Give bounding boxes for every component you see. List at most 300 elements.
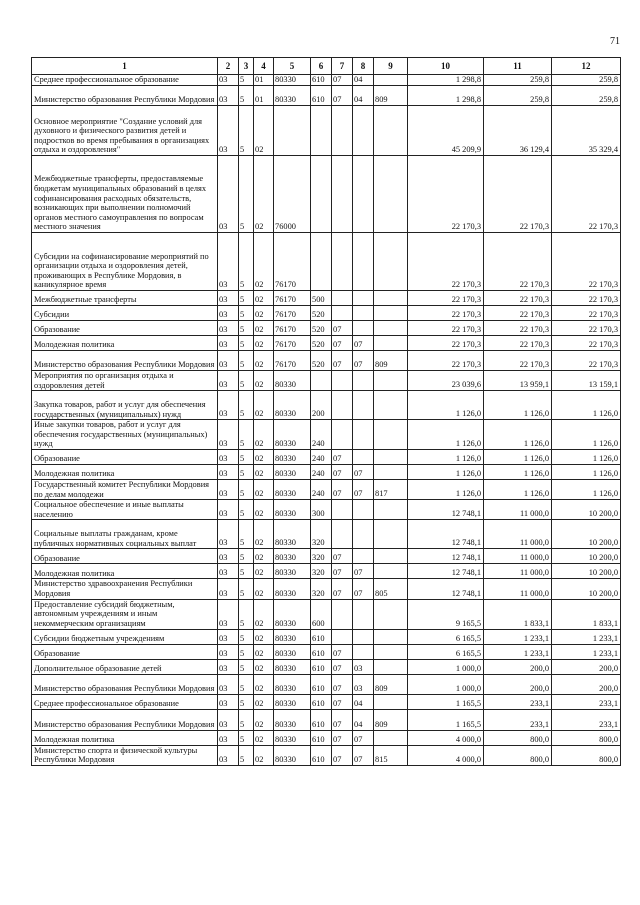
row-name: Молодежная политика [32, 464, 218, 479]
cell-code-2: 03 [218, 336, 239, 351]
cell-code-7 [332, 629, 353, 644]
cell-code-7 [332, 500, 353, 520]
cell-code-6: 320 [311, 520, 332, 549]
cell-value-12: 10 200,0 [552, 579, 621, 599]
cell-code-2: 03 [218, 629, 239, 644]
cell-code-8: 07 [353, 464, 374, 479]
cell-code-9 [374, 694, 408, 709]
cell-code-9: 817 [374, 479, 408, 499]
cell-code-2: 03 [218, 106, 239, 156]
cell-value-12: 10 200,0 [552, 520, 621, 549]
cell-code-9 [374, 306, 408, 321]
cell-value-10: 22 170,3 [408, 291, 484, 306]
cell-value-11: 259,8 [484, 86, 552, 106]
cell-value-11: 1 126,0 [484, 391, 552, 420]
cell-code-5: 80330 [274, 674, 311, 694]
table-row [32, 75, 621, 86]
cell-code-2: 03 [218, 420, 239, 450]
cell-value-11: 1 233,1 [484, 629, 552, 644]
cell-code-4: 02 [254, 449, 274, 464]
cell-code-3: 5 [239, 75, 254, 86]
column-header: 12 [552, 58, 621, 75]
cell-value-10: 1 298,8 [408, 75, 484, 86]
cell-code-5: 76170 [274, 233, 311, 291]
cell-value-10: 45 209,9 [408, 106, 484, 156]
cell-code-7 [332, 520, 353, 549]
cell-code-8 [353, 291, 374, 306]
table-row [32, 479, 621, 499]
cell-code-5: 80330 [274, 730, 311, 745]
cell-code-5: 80330 [274, 86, 311, 106]
cell-code-2: 03 [218, 674, 239, 694]
cell-code-6 [311, 156, 332, 233]
cell-value-10: 22 170,3 [408, 306, 484, 321]
row-name: Межбюджетные трансферты, предоставляемые бюджетам муниципальных образований в целях софинансирования расходных обязательств, возникающих при выполнении полномочий органов местного самоуправления по вопросам местного значения [32, 156, 218, 233]
cell-code-2: 03 [218, 599, 239, 629]
cell-code-2: 03 [218, 391, 239, 420]
cell-code-7 [332, 391, 353, 420]
cell-code-2: 03 [218, 659, 239, 674]
table-row [32, 520, 621, 549]
cell-code-7 [332, 291, 353, 306]
cell-code-6: 200 [311, 391, 332, 420]
cell-code-8 [353, 549, 374, 564]
cell-code-8: 04 [353, 709, 374, 730]
table-row [32, 599, 621, 629]
cell-value-10: 22 170,3 [408, 351, 484, 371]
cell-value-11: 11 000,0 [484, 500, 552, 520]
row-name: Молодежная политика [32, 564, 218, 579]
cell-code-8 [353, 500, 374, 520]
cell-value-10: 1 126,0 [408, 391, 484, 420]
cell-code-6: 610 [311, 659, 332, 674]
cell-code-3: 5 [239, 500, 254, 520]
cell-code-3: 5 [239, 659, 254, 674]
cell-value-12: 13 159,1 [552, 371, 621, 391]
cell-code-5: 80330 [274, 629, 311, 644]
row-name: Предоставление субсидий бюджетным, автономным учреждениям и иным некоммерческим организациям [32, 599, 218, 629]
cell-code-7: 07 [332, 75, 353, 86]
cell-value-12: 22 170,3 [552, 306, 621, 321]
table-row [32, 564, 621, 579]
cell-code-9: 809 [374, 674, 408, 694]
cell-code-4: 02 [254, 745, 274, 765]
table-row [32, 336, 621, 351]
cell-code-8: 07 [353, 564, 374, 579]
table-row [32, 86, 621, 106]
cell-value-10: 1 126,0 [408, 449, 484, 464]
cell-code-8 [353, 306, 374, 321]
cell-code-7 [332, 233, 353, 291]
cell-value-12: 22 170,3 [552, 321, 621, 336]
cell-code-9 [374, 420, 408, 450]
cell-code-4: 02 [254, 730, 274, 745]
cell-code-9 [374, 464, 408, 479]
cell-code-5: 80330 [274, 745, 311, 765]
cell-code-2: 03 [218, 644, 239, 659]
cell-code-9 [374, 75, 408, 86]
page-number: 71 [610, 36, 620, 47]
cell-code-9 [374, 449, 408, 464]
cell-code-3: 5 [239, 291, 254, 306]
cell-code-8 [353, 629, 374, 644]
cell-value-10: 22 170,3 [408, 233, 484, 291]
cell-value-11: 233,1 [484, 709, 552, 730]
table-row [32, 449, 621, 464]
cell-value-10: 12 748,1 [408, 520, 484, 549]
column-header: 2 [218, 58, 239, 75]
row-name: Образование [32, 644, 218, 659]
cell-value-11: 1 126,0 [484, 464, 552, 479]
cell-code-8: 03 [353, 659, 374, 674]
cell-code-7 [332, 420, 353, 450]
cell-code-4: 02 [254, 500, 274, 520]
cell-value-12: 1 126,0 [552, 464, 621, 479]
cell-code-4: 02 [254, 306, 274, 321]
cell-value-11: 11 000,0 [484, 549, 552, 564]
cell-code-8 [353, 156, 374, 233]
cell-code-7: 07 [332, 351, 353, 371]
cell-code-6: 610 [311, 75, 332, 86]
cell-value-12: 200,0 [552, 659, 621, 674]
cell-code-5 [274, 106, 311, 156]
cell-code-6: 610 [311, 694, 332, 709]
row-name: Субсидии [32, 306, 218, 321]
cell-code-3: 5 [239, 674, 254, 694]
cell-value-10: 6 165,5 [408, 644, 484, 659]
cell-value-12: 259,8 [552, 86, 621, 106]
cell-value-11: 1 126,0 [484, 449, 552, 464]
table-row [32, 659, 621, 674]
cell-value-12: 22 170,3 [552, 233, 621, 291]
cell-code-5: 76170 [274, 321, 311, 336]
cell-code-8: 07 [353, 579, 374, 599]
cell-value-12: 233,1 [552, 709, 621, 730]
cell-code-6: 320 [311, 549, 332, 564]
cell-value-11: 22 170,3 [484, 336, 552, 351]
cell-value-10: 1 126,0 [408, 464, 484, 479]
cell-code-5: 80330 [274, 75, 311, 86]
cell-code-4: 02 [254, 233, 274, 291]
cell-code-5: 80330 [274, 709, 311, 730]
cell-code-9 [374, 520, 408, 549]
cell-code-2: 03 [218, 75, 239, 86]
cell-code-2: 03 [218, 579, 239, 599]
cell-code-8 [353, 233, 374, 291]
cell-code-8: 07 [353, 336, 374, 351]
cell-code-8: 07 [353, 479, 374, 499]
table-row [32, 233, 621, 291]
cell-code-4: 02 [254, 321, 274, 336]
cell-value-12: 259,8 [552, 75, 621, 86]
cell-code-4: 01 [254, 86, 274, 106]
cell-code-7: 07 [332, 336, 353, 351]
cell-code-4: 02 [254, 391, 274, 420]
cell-value-10: 4 000,0 [408, 730, 484, 745]
cell-code-6: 610 [311, 86, 332, 106]
cell-code-3: 5 [239, 599, 254, 629]
cell-code-2: 03 [218, 291, 239, 306]
cell-value-11: 36 129,4 [484, 106, 552, 156]
cell-code-2: 03 [218, 564, 239, 579]
table-row [32, 291, 621, 306]
cell-value-12: 1 233,1 [552, 629, 621, 644]
cell-value-11: 1 126,0 [484, 479, 552, 499]
cell-code-2: 03 [218, 709, 239, 730]
cell-code-8: 04 [353, 75, 374, 86]
cell-code-6: 610 [311, 709, 332, 730]
cell-code-4: 02 [254, 371, 274, 391]
cell-code-3: 5 [239, 694, 254, 709]
cell-code-3: 5 [239, 549, 254, 564]
cell-value-10: 23 039,6 [408, 371, 484, 391]
cell-value-11: 22 170,3 [484, 291, 552, 306]
cell-value-12: 10 200,0 [552, 500, 621, 520]
cell-code-3: 5 [239, 644, 254, 659]
cell-code-3: 5 [239, 579, 254, 599]
cell-code-9 [374, 730, 408, 745]
cell-code-6: 520 [311, 351, 332, 371]
cell-value-11: 22 170,3 [484, 351, 552, 371]
cell-code-5: 80330 [274, 479, 311, 499]
cell-value-10: 22 170,3 [408, 321, 484, 336]
cell-code-2: 03 [218, 549, 239, 564]
cell-code-3: 5 [239, 629, 254, 644]
cell-value-11: 11 000,0 [484, 564, 552, 579]
cell-code-4: 02 [254, 106, 274, 156]
cell-code-6: 320 [311, 564, 332, 579]
cell-code-6 [311, 106, 332, 156]
cell-code-4: 02 [254, 520, 274, 549]
cell-value-11: 13 959,1 [484, 371, 552, 391]
table-row [32, 579, 621, 599]
cell-code-2: 03 [218, 371, 239, 391]
cell-code-6: 520 [311, 336, 332, 351]
cell-code-3: 5 [239, 449, 254, 464]
cell-code-9 [374, 106, 408, 156]
cell-value-10: 12 748,1 [408, 500, 484, 520]
cell-code-9 [374, 644, 408, 659]
cell-code-5: 80330 [274, 549, 311, 564]
cell-code-2: 03 [218, 694, 239, 709]
cell-code-7: 07 [332, 644, 353, 659]
row-name: Образование [32, 449, 218, 464]
row-name: Субсидии на софинансирование мероприятий по организации отдыха и оздоровления детей, проживающих в Республике Мордовия, в каникулярное время [32, 233, 218, 291]
cell-value-11: 200,0 [484, 674, 552, 694]
cell-code-3: 5 [239, 479, 254, 499]
cell-code-9: 809 [374, 709, 408, 730]
table-row [32, 730, 621, 745]
column-header: 3 [239, 58, 254, 75]
cell-code-9 [374, 659, 408, 674]
row-name: Образование [32, 549, 218, 564]
cell-code-6 [311, 371, 332, 391]
cell-code-5: 80330 [274, 599, 311, 629]
column-header: 1 [32, 58, 218, 75]
row-name: Субсидии бюджетным учреждениям [32, 629, 218, 644]
cell-code-4: 02 [254, 694, 274, 709]
cell-code-7: 07 [332, 730, 353, 745]
cell-code-6: 610 [311, 644, 332, 659]
cell-code-6: 240 [311, 479, 332, 499]
cell-code-8 [353, 520, 374, 549]
cell-value-10: 6 165,5 [408, 629, 484, 644]
cell-code-5: 76170 [274, 336, 311, 351]
table-row [32, 549, 621, 564]
table-row [32, 156, 621, 233]
cell-code-4: 02 [254, 629, 274, 644]
cell-value-10: 1 165,5 [408, 709, 484, 730]
cell-code-2: 03 [218, 306, 239, 321]
cell-value-11: 233,1 [484, 694, 552, 709]
cell-value-10: 1 165,5 [408, 694, 484, 709]
cell-code-5: 80330 [274, 520, 311, 549]
cell-code-7: 07 [332, 479, 353, 499]
row-name: Министерство образования Республики Мордовия [32, 709, 218, 730]
table-row [32, 106, 621, 156]
cell-value-12: 1 233,1 [552, 644, 621, 659]
cell-code-4: 02 [254, 564, 274, 579]
cell-code-6: 240 [311, 464, 332, 479]
cell-code-3: 5 [239, 351, 254, 371]
cell-code-9 [374, 629, 408, 644]
cell-code-3: 5 [239, 321, 254, 336]
cell-code-5: 80330 [274, 464, 311, 479]
cell-code-9 [374, 321, 408, 336]
cell-value-11: 1 126,0 [484, 420, 552, 450]
cell-value-12: 800,0 [552, 730, 621, 745]
cell-code-4: 02 [254, 291, 274, 306]
cell-code-2: 03 [218, 233, 239, 291]
cell-code-8 [353, 371, 374, 391]
cell-value-12: 200,0 [552, 674, 621, 694]
row-name: Министерство образования Республики Мордовия [32, 674, 218, 694]
cell-code-9: 815 [374, 745, 408, 765]
table-row [32, 709, 621, 730]
cell-code-8: 04 [353, 86, 374, 106]
cell-code-3: 5 [239, 233, 254, 291]
table-row [32, 500, 621, 520]
cell-value-11: 22 170,3 [484, 233, 552, 291]
table-row [32, 464, 621, 479]
cell-code-4: 02 [254, 479, 274, 499]
cell-code-2: 03 [218, 449, 239, 464]
cell-value-10: 12 748,1 [408, 549, 484, 564]
cell-code-4: 02 [254, 420, 274, 450]
cell-code-6: 610 [311, 730, 332, 745]
cell-code-4: 02 [254, 674, 274, 694]
table-row [32, 629, 621, 644]
cell-code-8 [353, 644, 374, 659]
table-body [32, 75, 621, 766]
cell-code-5: 76170 [274, 306, 311, 321]
cell-code-6: 300 [311, 500, 332, 520]
table-row [32, 420, 621, 450]
cell-code-9 [374, 371, 408, 391]
cell-code-5: 80330 [274, 644, 311, 659]
cell-code-6: 520 [311, 306, 332, 321]
cell-code-7: 07 [332, 564, 353, 579]
cell-value-12: 1 126,0 [552, 391, 621, 420]
row-name: Министерство образования Республики Мордовия [32, 86, 218, 106]
cell-code-8 [353, 449, 374, 464]
cell-code-3: 5 [239, 336, 254, 351]
cell-code-4: 02 [254, 549, 274, 564]
row-name: Министерство спорта и физической культуры Республики Мордовия [32, 745, 218, 765]
table-row [32, 674, 621, 694]
cell-code-3: 5 [239, 564, 254, 579]
table-row [32, 644, 621, 659]
row-name: Мероприятия по организация отдыха и оздоровления детей [32, 371, 218, 391]
cell-code-4: 02 [254, 351, 274, 371]
cell-value-10: 4 000,0 [408, 745, 484, 765]
cell-code-3: 5 [239, 730, 254, 745]
cell-code-7: 07 [332, 449, 353, 464]
cell-value-10: 22 170,3 [408, 156, 484, 233]
cell-code-8 [353, 321, 374, 336]
cell-code-8: 04 [353, 694, 374, 709]
cell-code-7 [332, 599, 353, 629]
cell-value-11: 800,0 [484, 730, 552, 745]
cell-code-8: 03 [353, 674, 374, 694]
cell-code-8 [353, 420, 374, 450]
cell-value-11: 22 170,3 [484, 321, 552, 336]
cell-code-8 [353, 391, 374, 420]
column-header: 10 [408, 58, 484, 75]
cell-value-11: 259,8 [484, 75, 552, 86]
cell-code-8: 07 [353, 745, 374, 765]
row-name: Дополнительное образование детей [32, 659, 218, 674]
cell-code-9 [374, 500, 408, 520]
cell-code-9 [374, 336, 408, 351]
cell-value-12: 35 329,4 [552, 106, 621, 156]
row-name: Министерство образования Республики Мордовия [32, 351, 218, 371]
table-row [32, 391, 621, 420]
cell-code-6: 520 [311, 321, 332, 336]
cell-code-4: 02 [254, 709, 274, 730]
cell-code-9 [374, 291, 408, 306]
row-name: Молодежная политика [32, 336, 218, 351]
table-row [32, 745, 621, 765]
cell-value-11: 800,0 [484, 745, 552, 765]
cell-value-10: 12 748,1 [408, 579, 484, 599]
column-header: 6 [311, 58, 332, 75]
cell-code-7: 07 [332, 694, 353, 709]
cell-value-12: 10 200,0 [552, 549, 621, 564]
cell-value-12: 1 126,0 [552, 420, 621, 450]
cell-code-2: 03 [218, 351, 239, 371]
cell-code-7: 07 [332, 579, 353, 599]
cell-code-2: 03 [218, 86, 239, 106]
cell-code-6: 240 [311, 420, 332, 450]
cell-code-7: 07 [332, 549, 353, 564]
cell-code-5: 80330 [274, 659, 311, 674]
cell-code-6 [311, 233, 332, 291]
cell-code-9 [374, 599, 408, 629]
cell-code-8 [353, 599, 374, 629]
cell-code-8: 07 [353, 351, 374, 371]
column-header: 5 [274, 58, 311, 75]
cell-code-6: 610 [311, 674, 332, 694]
column-header: 11 [484, 58, 552, 75]
column-header: 9 [374, 58, 408, 75]
cell-code-7 [332, 306, 353, 321]
cell-code-2: 03 [218, 479, 239, 499]
cell-code-2: 03 [218, 321, 239, 336]
cell-code-2: 03 [218, 745, 239, 765]
cell-code-3: 5 [239, 709, 254, 730]
row-name: Образование [32, 321, 218, 336]
